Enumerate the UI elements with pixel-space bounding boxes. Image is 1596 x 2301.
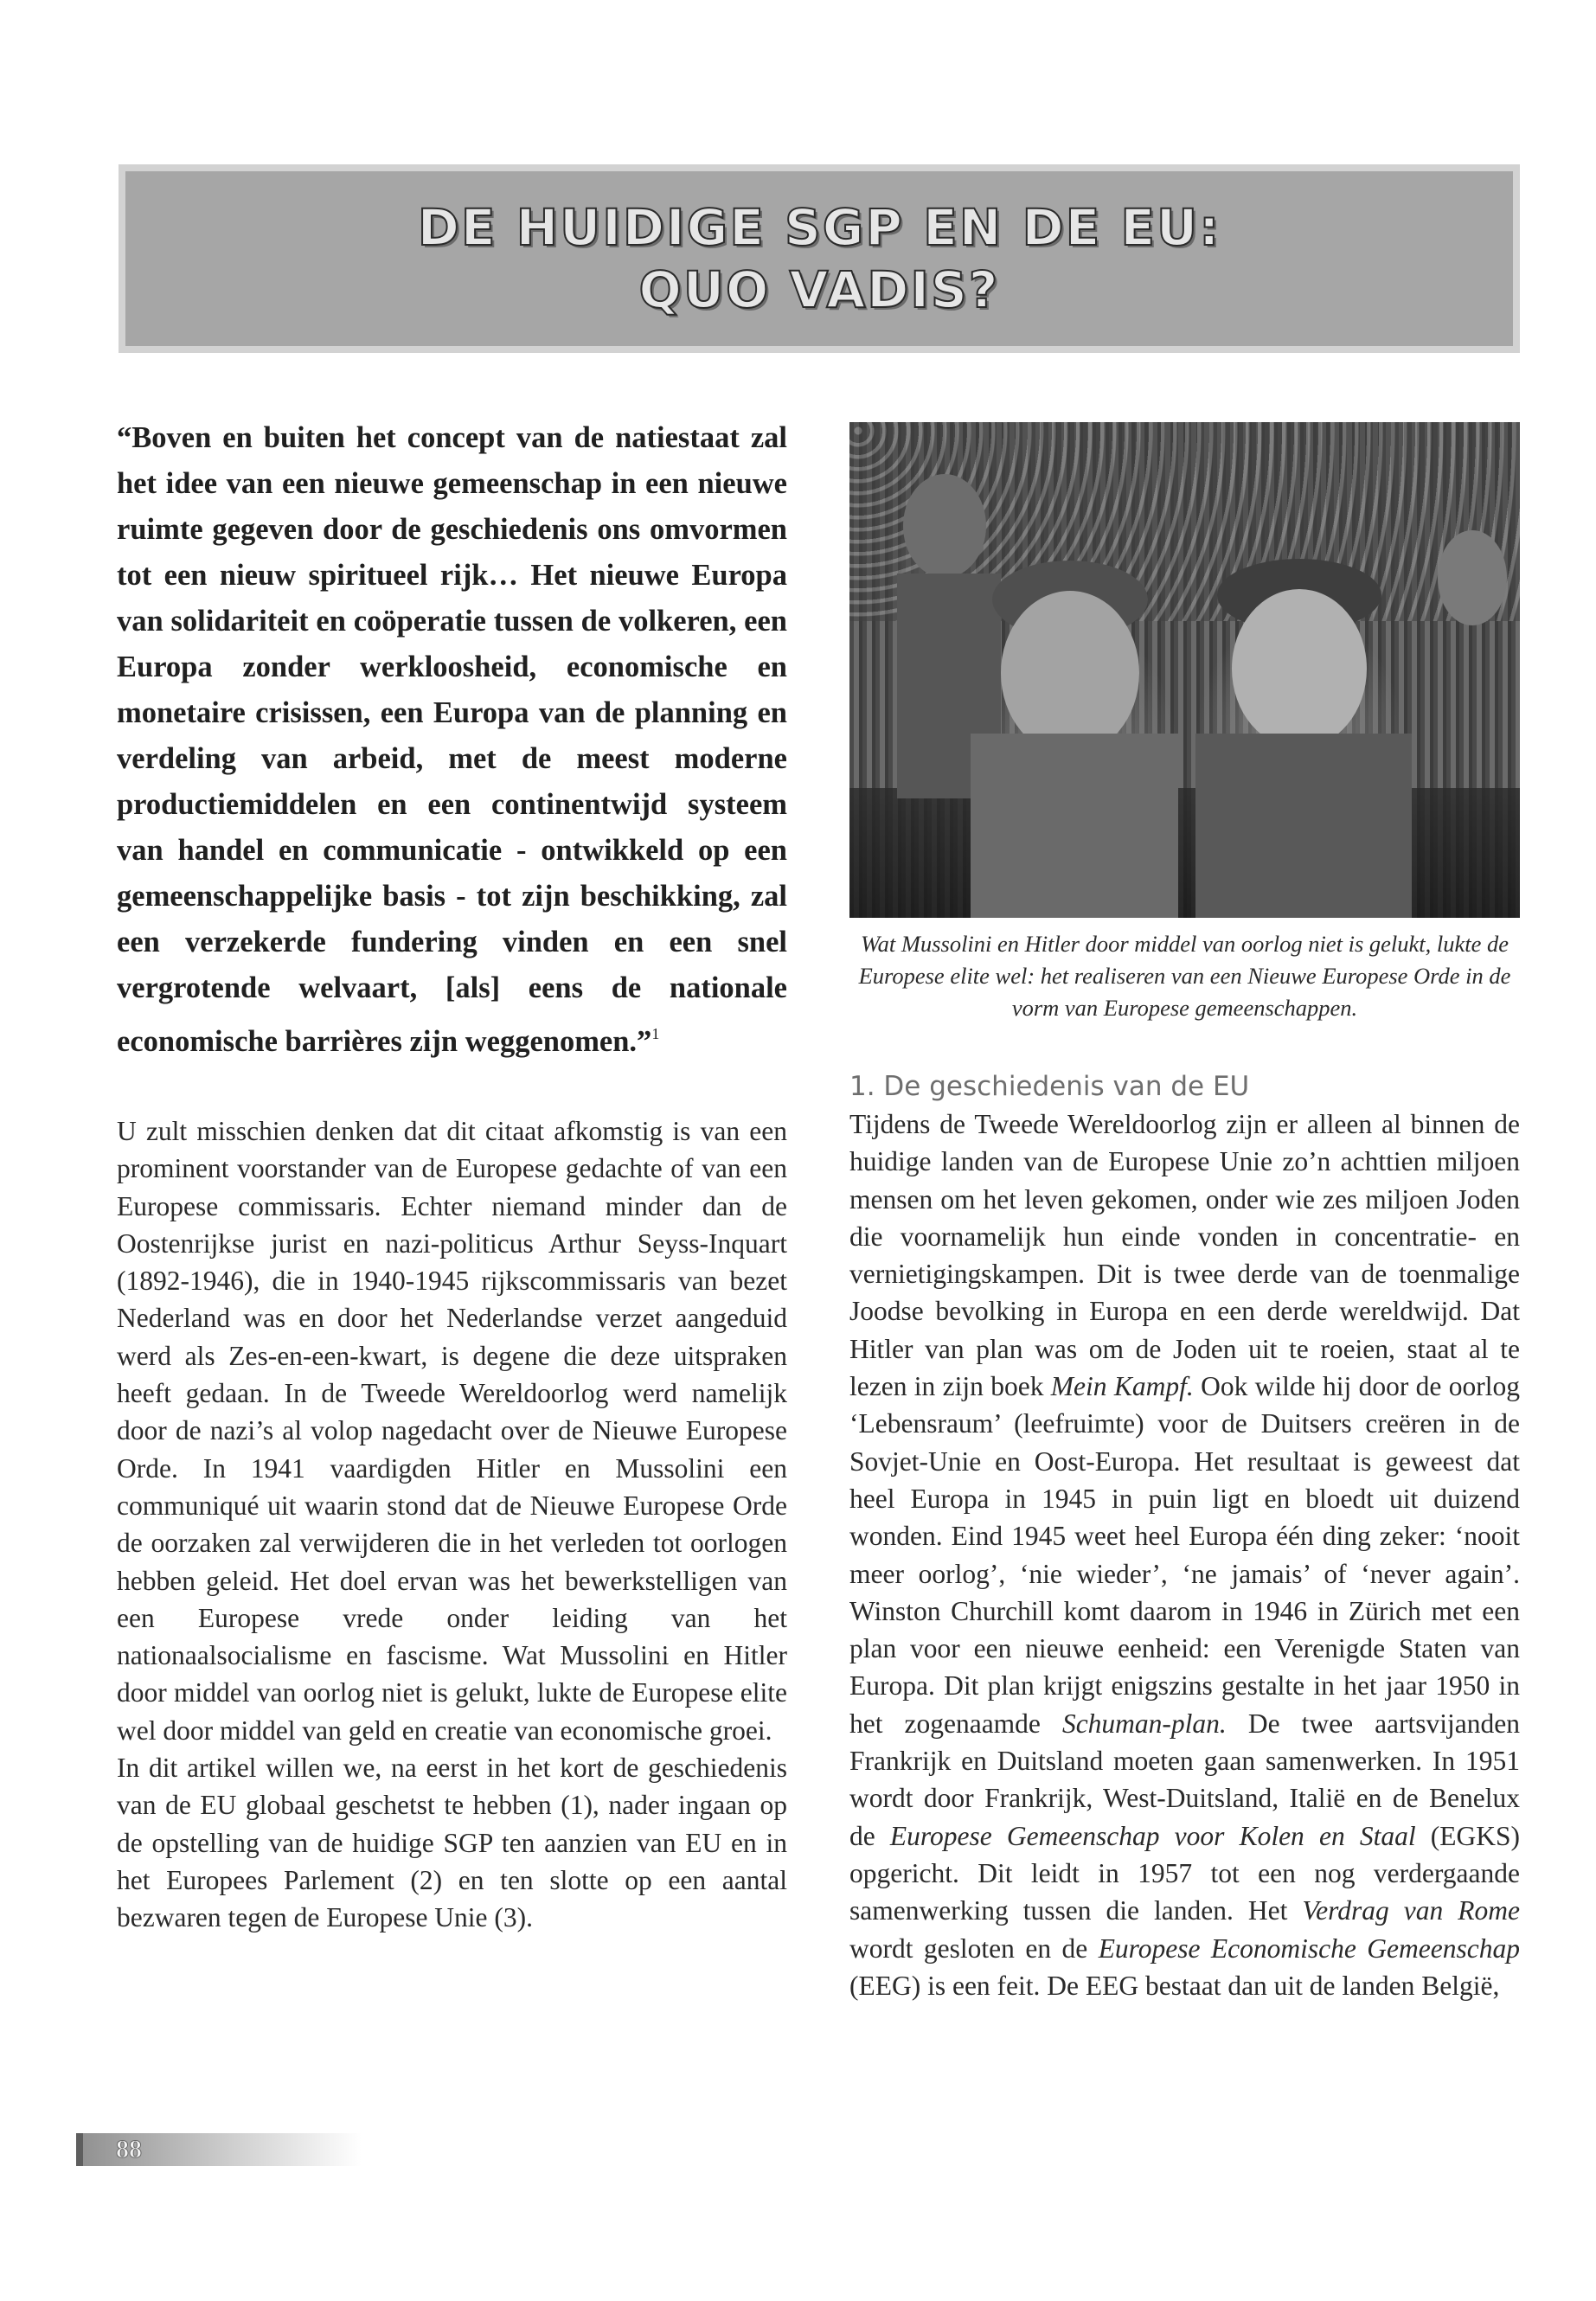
outline-paragraph: In dit artikel willen we, na eerst in het kort de geschiedenis van de EU globaal geschetst te hebben (1), nader ingaan op de opstelling van de huidige SGP ten aanzien van EU en in het Europees Parlement (2) en ten slotte op een aantal bezwaren tegen de Europese Unie (3). bbox=[117, 1753, 787, 1933]
intro-paragraph: U zult misschien denken dat dit citaat afkomstig is van een prominent voorstander van de Europese gedachte of van een Europese commissaris. Echter niemand minder dan de Oostenrijkse jurist en nazi-politicus Arthur Seyss-Inquart (1892-1946), die in 1940-1945 rijkscommissaris van bezet Nederland was en door het Nederlandse verzet aangeduid werd als Zes-en-een-kwart, is degene die deze uitspraken heeft gedaan. In de Tweede Wereldoorlog werd namelijk door de nazi’s al volop nagedacht over de Nieuwe Europese Orde. In 1941 vaardigden Hitler en Mussolini een communiqué uit waarin stond dat de Nieuwe Europese Orde de oorzaken zal verwijderen die in het verleden tot oorlogen hebben geleid. Het doel ervan was het bewerkstelligen van een Europese vrede onder leiding van het nationaalsocialisme en fascisme. Wat Mussolini en Hitler door middel van oorlog niet is gelukt, lukte de Europese elite wel door middel van geld en creatie van economische groei. bbox=[117, 1116, 787, 1746]
history-text-3: De twee aartsvijanden Frankrijk en Duitsland moeten gaan samenwerken. In 1951 wordt door Frankrijk, West-Duitsland, Italië en de Benelux de bbox=[849, 1708, 1521, 1851]
footnote-marker[interactable]: 1 bbox=[651, 1025, 660, 1042]
term-schuman-plan: Schuman-plan. bbox=[1061, 1708, 1227, 1739]
photo-figures bbox=[849, 422, 1520, 918]
history-text-4: (EGKS) opgericht. Dit leidt in 1957 tot een nog verdergaande samenwerking tussen die landen. Het bbox=[849, 1820, 1520, 1926]
page-title-line-1: DE HUIDIGE SGP EN DE EU: bbox=[417, 198, 1221, 257]
term-eeg: Europese Economische Gemeenschap bbox=[1098, 1932, 1520, 1964]
quote-text: “Boven en buiten het concept van de natiestaat zal het idee van een nieuwe gemeenschap in een nieuwe ruimte gegeven door de geschiedenis ons omvormen tot een nieuw spiritueel rijk… Het nieuwe Europa van solidariteit en coöperatie tussen de volkeren, een Europa zonder werkloosheid, economische en monetaire crisissen, een Europa van de planning en verdeling van arbeid, met de meest moderne productiemiddelen en een continentwijd systeem van handel en communicatie - ontwikkeld op een gemeenschappelijke basis - tot zijn beschikking, zal een verzekerde fundering vinden en een snel vergrotende welvaart, [als] eens de nationale economische barrières zijn weggenomen.” bbox=[117, 421, 787, 1058]
section-heading: 1. De geschiedenis van de EU bbox=[849, 1071, 1250, 1102]
left-column bbox=[117, 415, 787, 1937]
photo-caption: Wat Mussolini en Hitler door middel van oorlog niet is gelukt, lukte de Europese elite wel: het realiseren van een Nieuwe Europese Orde in de vorm van Europese gemeenschappen. bbox=[858, 931, 1511, 1021]
page-footer bbox=[76, 2133, 362, 2166]
term-verdrag-van-rome: Verdrag van Rome bbox=[1302, 1895, 1520, 1926]
page-title-line-2: QUO VADIS? bbox=[638, 260, 1000, 319]
historical-photo bbox=[849, 422, 1520, 918]
history-text-1: Tijdens de Tweede Wereldoorlog zijn er alleen al binnen de huidige landen van de Europese Unie zo’n achttien miljoen mensen om het leven gekomen, onder wie zes miljoen Joden die voornamelijk hun einde vonden in concentratie- en vernietigingskampen. Dit is twee derde van de toenmalige Joodse bevolking in Europa en een derde wereldwijd. Dat Hitler van plan was om de Joden uit te roeien, staat al te lezen in zijn boek bbox=[849, 1109, 1520, 1402]
title-banner bbox=[119, 164, 1520, 353]
term-egks: Europese Gemeenschap voor Kolen en Staal bbox=[889, 1820, 1416, 1851]
footer-bar bbox=[76, 2133, 83, 2166]
history-text-5: wordt gesloten en de bbox=[849, 1932, 1099, 1964]
history-text-6: (EEG) is een feit. De EEG bestaat dan uit de landen België, bbox=[849, 1970, 1500, 2001]
history-paragraph bbox=[849, 1106, 1520, 2004]
history-text-2: Ook wilde hij door de oorlog ‘Lebensraum’ (leefruimte) voor de Duitsers creëren in de Sovjet-Unie en Oost-Europa. Het resultaat is geweest dat heel Europa in 1945 in puin ligt en bloedt uit duizend wonden. Eind 1945 weet heel Europa één ding zeker: ‘nooit meer oorlog’, ‘nie wieder’, ‘ne jamais’ of ‘never again’. Winston Churchill komt daarom in 1946 in Zürich met een plan voor een nieuwe eenheid: een Verenigde Staten van Europa. Dit plan krijgt enigszins gestalte in het jaar 1950 in het zogenaamde bbox=[849, 1371, 1521, 1739]
book-title-mein-kampf: Mein Kampf. bbox=[1050, 1371, 1194, 1402]
right-column bbox=[849, 422, 1520, 2004]
page-number: 88 bbox=[116, 2135, 142, 2163]
opening-quote bbox=[117, 415, 787, 1065]
